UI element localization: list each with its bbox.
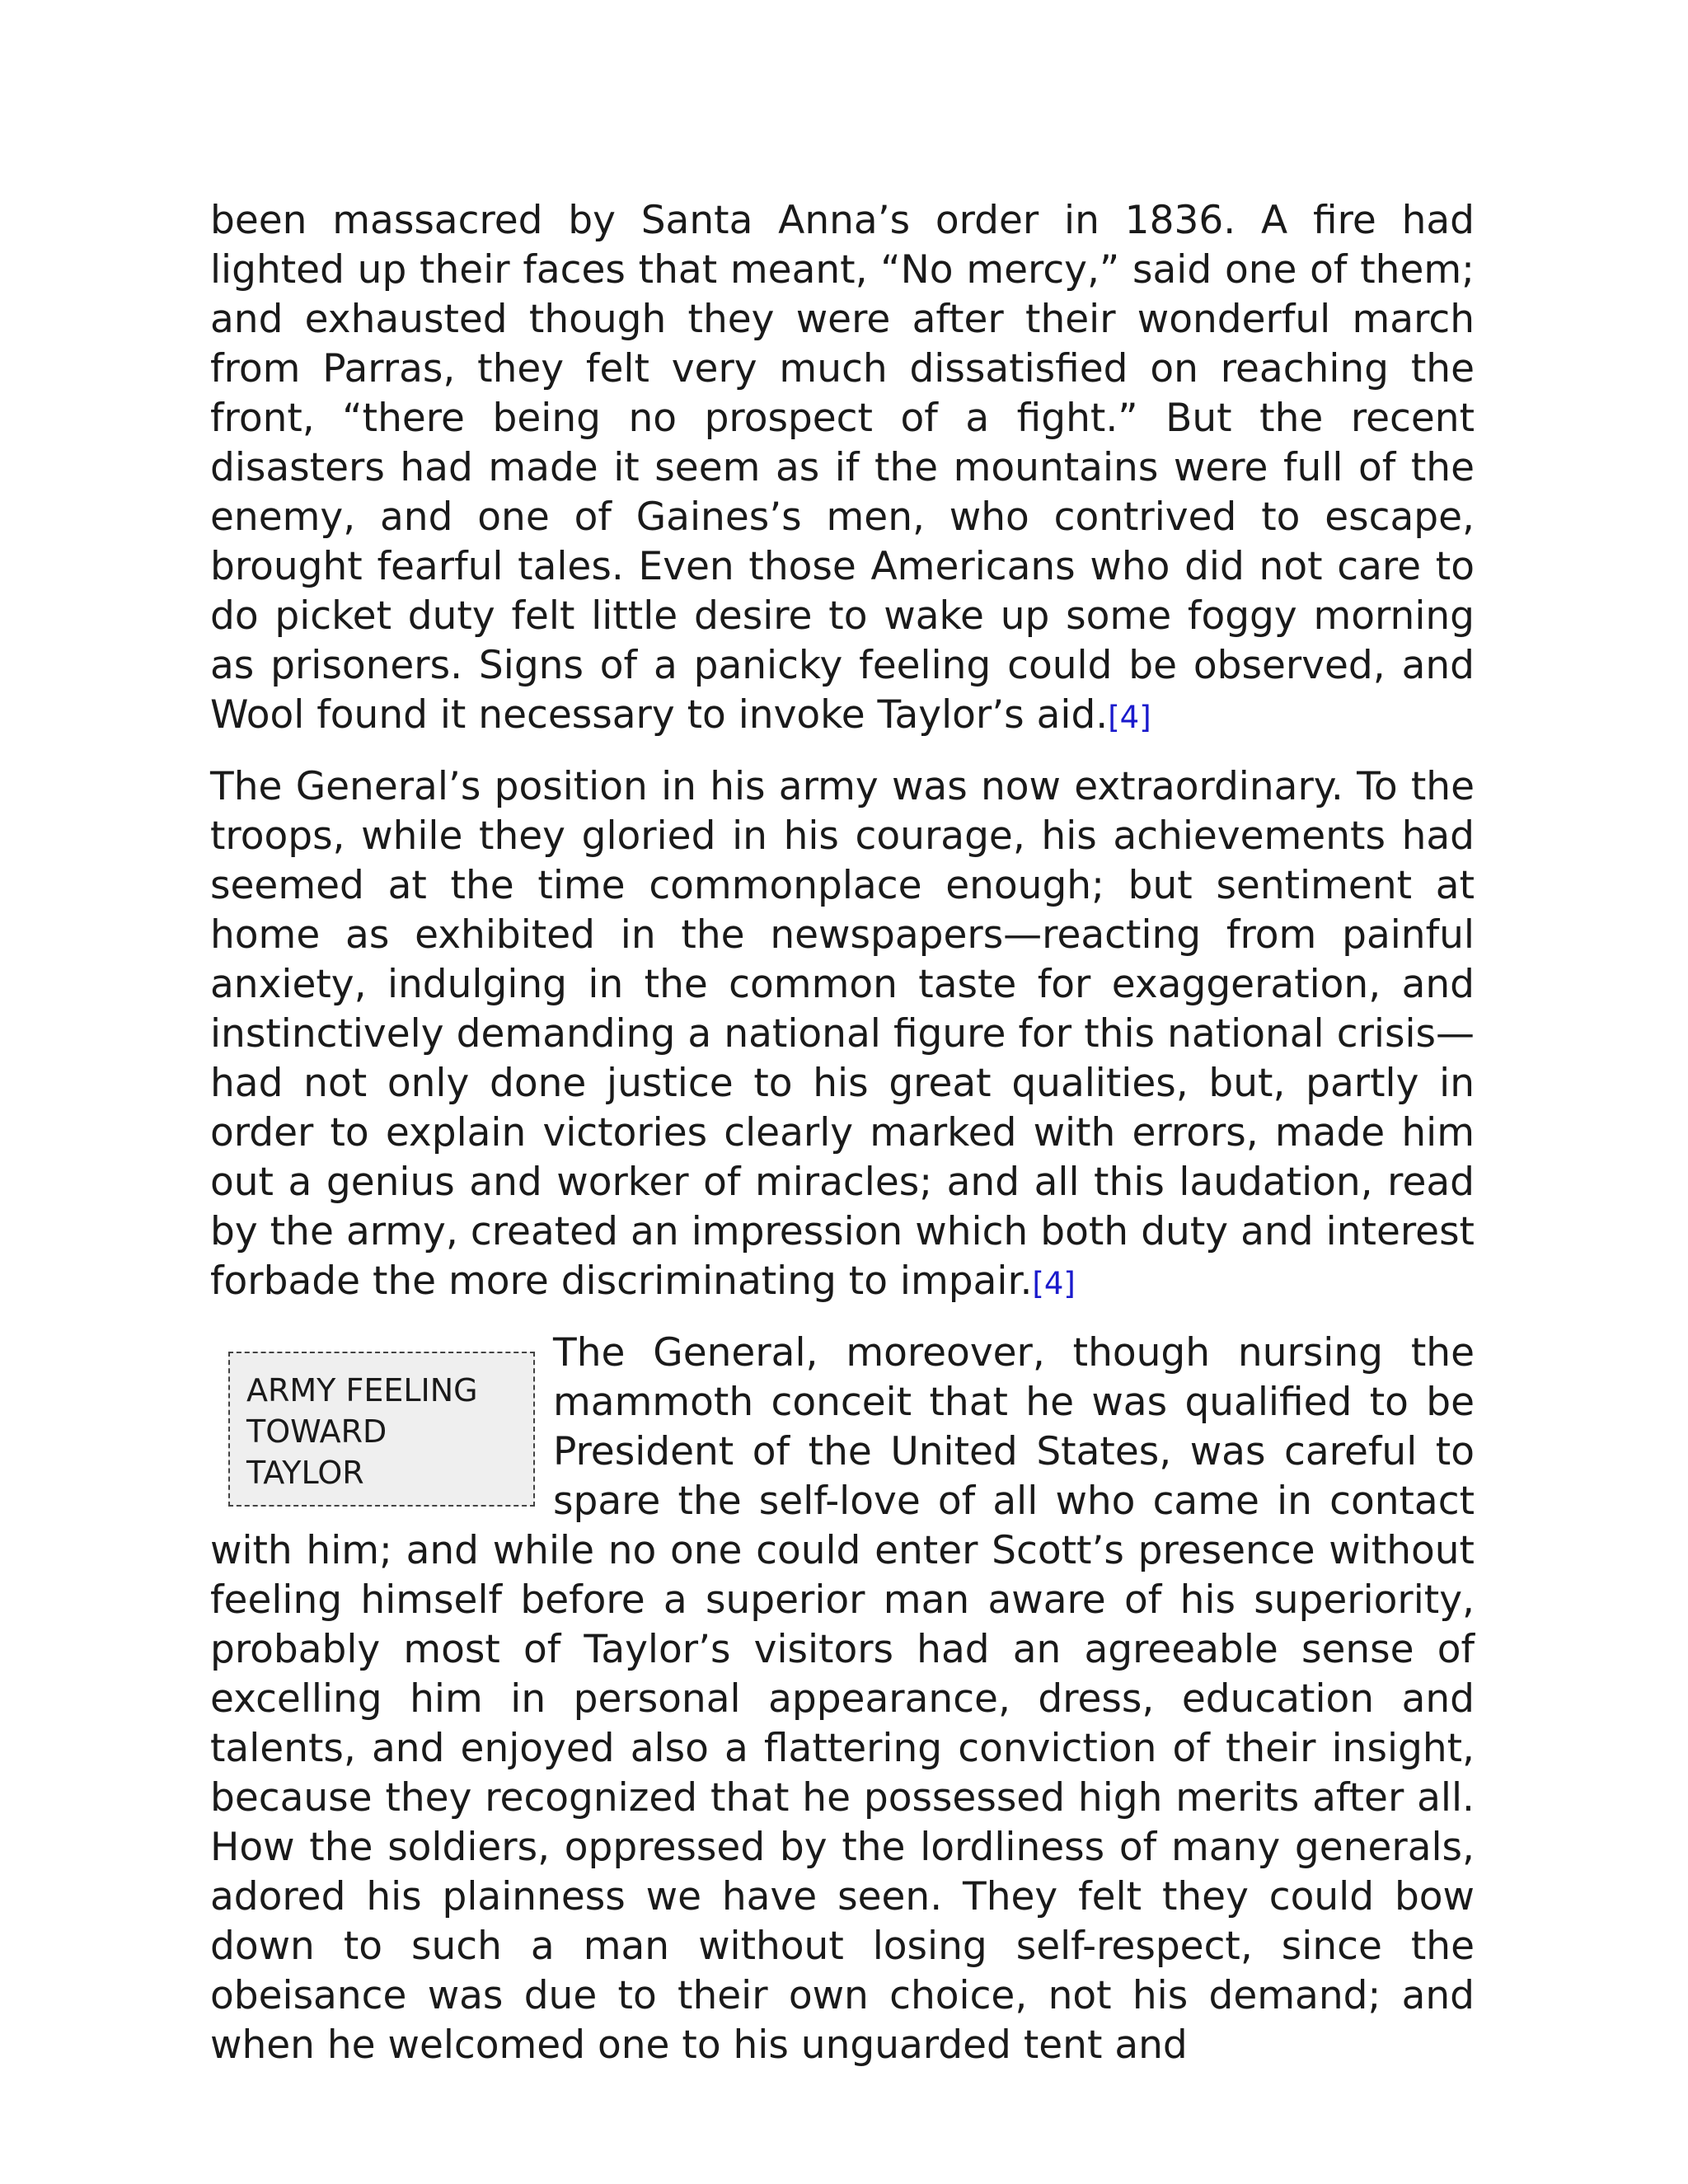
paragraph-3	[210, 1329, 1475, 2070]
sidenote-line: TAYLOR	[246, 1455, 364, 1491]
paragraph-3-text: The General, moreover, though nursing the mammoth conceit that he was qualified to be President of the United States, was careful to spare the self-love of all who came in contact with him; and while no one could enter Scott’s presence without feeling himself before a superior man aware of his superiority, probably most of Taylor’s visitors had an agreeable sense of excelling him in personal appearance, dress, education and talents, and enjoyed also a flattering conviction of their insight, because they recognized that he possessed high merits after all. How the soldiers, oppressed by the lordliness of many generals, adored his plainness we have seen. They felt they could bow down to such a man without losing self-respect, since the obeisance was due to their own choice, not his demand; and when he welcomed one to his unguarded tent and	[210, 1330, 1475, 2068]
footnote-link[interactable]: [4]	[1108, 700, 1151, 735]
paragraph-1	[210, 196, 1475, 743]
sidenote-line: TOWARD	[246, 1413, 387, 1450]
page-body	[210, 196, 1475, 2090]
paragraph-1-text: been massacred by Santa Anna’s order in 1836. A fire had lighted up their faces that meant, “No mercy,” said one of them; and exhausted though they were after their wonderful march from Parras, they felt very much dissatisfied on reaching the front, “there being no prospect of a fight.” But the recent disasters had made it seem as if the mountains were full of the enemy, and one of Gaines’s men, who contrived to escape, brought fearful tales. Even those Americans who did not care to do picket duty felt little desire to wake up some foggy morning as prisoners. Signs of a panicky feeling could be observed, and Wool found it necessary to invoke Taylor’s aid.	[210, 198, 1475, 738]
paragraph-2-text: The General’s position in his army was now extraordinary. To the troops, while they gloried in his courage, his achievements had seemed at the time commonplace enough; but sentiment at home as exhibited in the newspapers—reacting from painful anxiety, indulging in the common taste for exaggeration, and instinctively demanding a national figure for this national crisis—had not only done justice to his great qualities, but, partly in order to explain victories clearly marked with errors, made him out a genius and worker of miracles; and all this laudation, read by the army, created an impression which both duty and interest forbade the more discriminating to impair.	[210, 764, 1475, 1304]
paragraph-2	[210, 762, 1475, 1309]
sidenote-box	[228, 1352, 535, 1507]
sidenote-line: ARMY FEELING	[246, 1372, 478, 1408]
footnote-link[interactable]: [4]	[1032, 1266, 1076, 1301]
